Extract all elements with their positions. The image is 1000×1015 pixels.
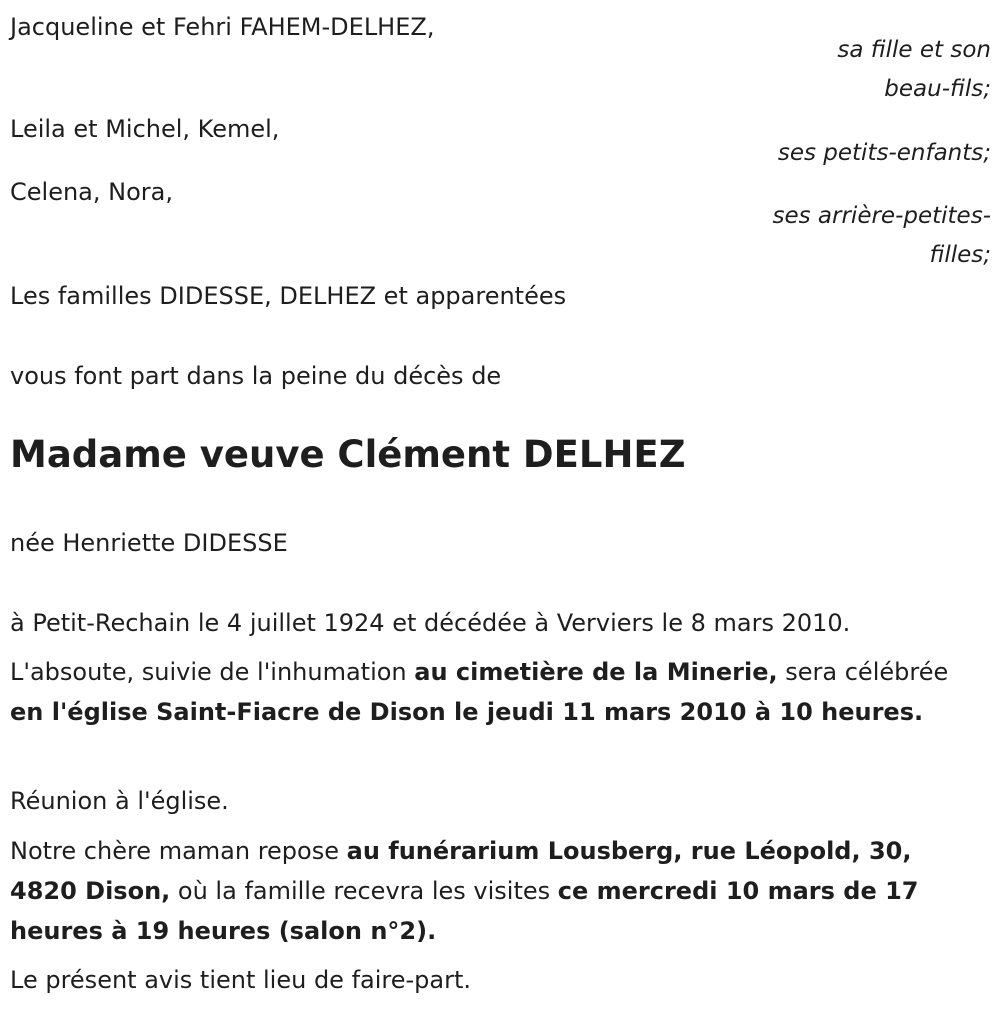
repose-text-2: où la famille recevra les visites xyxy=(170,877,558,905)
visiting-hours: ce mercredi 10 mars de 17 heures à 19 heures (salon n°2). xyxy=(10,877,919,945)
ceremony-text-2: sera célébrée xyxy=(777,658,949,686)
ceremony-paragraph xyxy=(10,652,985,732)
dates-line: à Petit-Rechain le 4 juillet 1924 et décédée à Verviers le 8 mars 2010. xyxy=(10,609,851,637)
announcement-text: vous font part dans la peine du décès de xyxy=(10,362,502,390)
funeral-home-address: au funérarium Lousberg, rue Léopold, 30, 4820 Dison, xyxy=(10,837,912,905)
meeting-line: Réunion à l'église. xyxy=(10,787,229,815)
notice-line: Le présent avis tient lieu de faire-part. xyxy=(10,966,472,994)
cemetery-location: au cimetière de la Minerie, xyxy=(414,658,778,686)
related-families: Les familles DIDESSE, DELHEZ et apparentées xyxy=(10,282,567,310)
church-service-details: en l'église Saint-Fiacre de Dison le jeudi 11 mars 2010 à 10 heures. xyxy=(10,698,924,726)
daughter-role-line2: beau-fils; xyxy=(884,76,991,102)
ceremony-text-1: L'absoute, suivie de l'inhumation xyxy=(10,658,415,686)
great-grandchildren-names: Celena, Nora, xyxy=(10,178,173,206)
daughter-names: Jacqueline et Fehri FAHEM-DELHEZ, xyxy=(10,13,435,41)
birth-name: née Henriette DIDESSE xyxy=(10,529,288,557)
great-grandchildren-role-line2: filles; xyxy=(929,242,991,268)
daughter-role-line1: sa fille et son xyxy=(837,37,991,63)
grandchildren-role: ses petits-enfants; xyxy=(777,140,991,166)
deceased-name: Madame veuve Clément DELHEZ xyxy=(10,433,686,476)
repose-paragraph xyxy=(10,831,985,951)
grandchildren-names: Leila et Michel, Kemel, xyxy=(10,115,280,143)
great-grandchildren-role-line1: ses arrière-petites- xyxy=(772,203,991,229)
repose-text-1: Notre chère maman repose xyxy=(10,837,347,865)
